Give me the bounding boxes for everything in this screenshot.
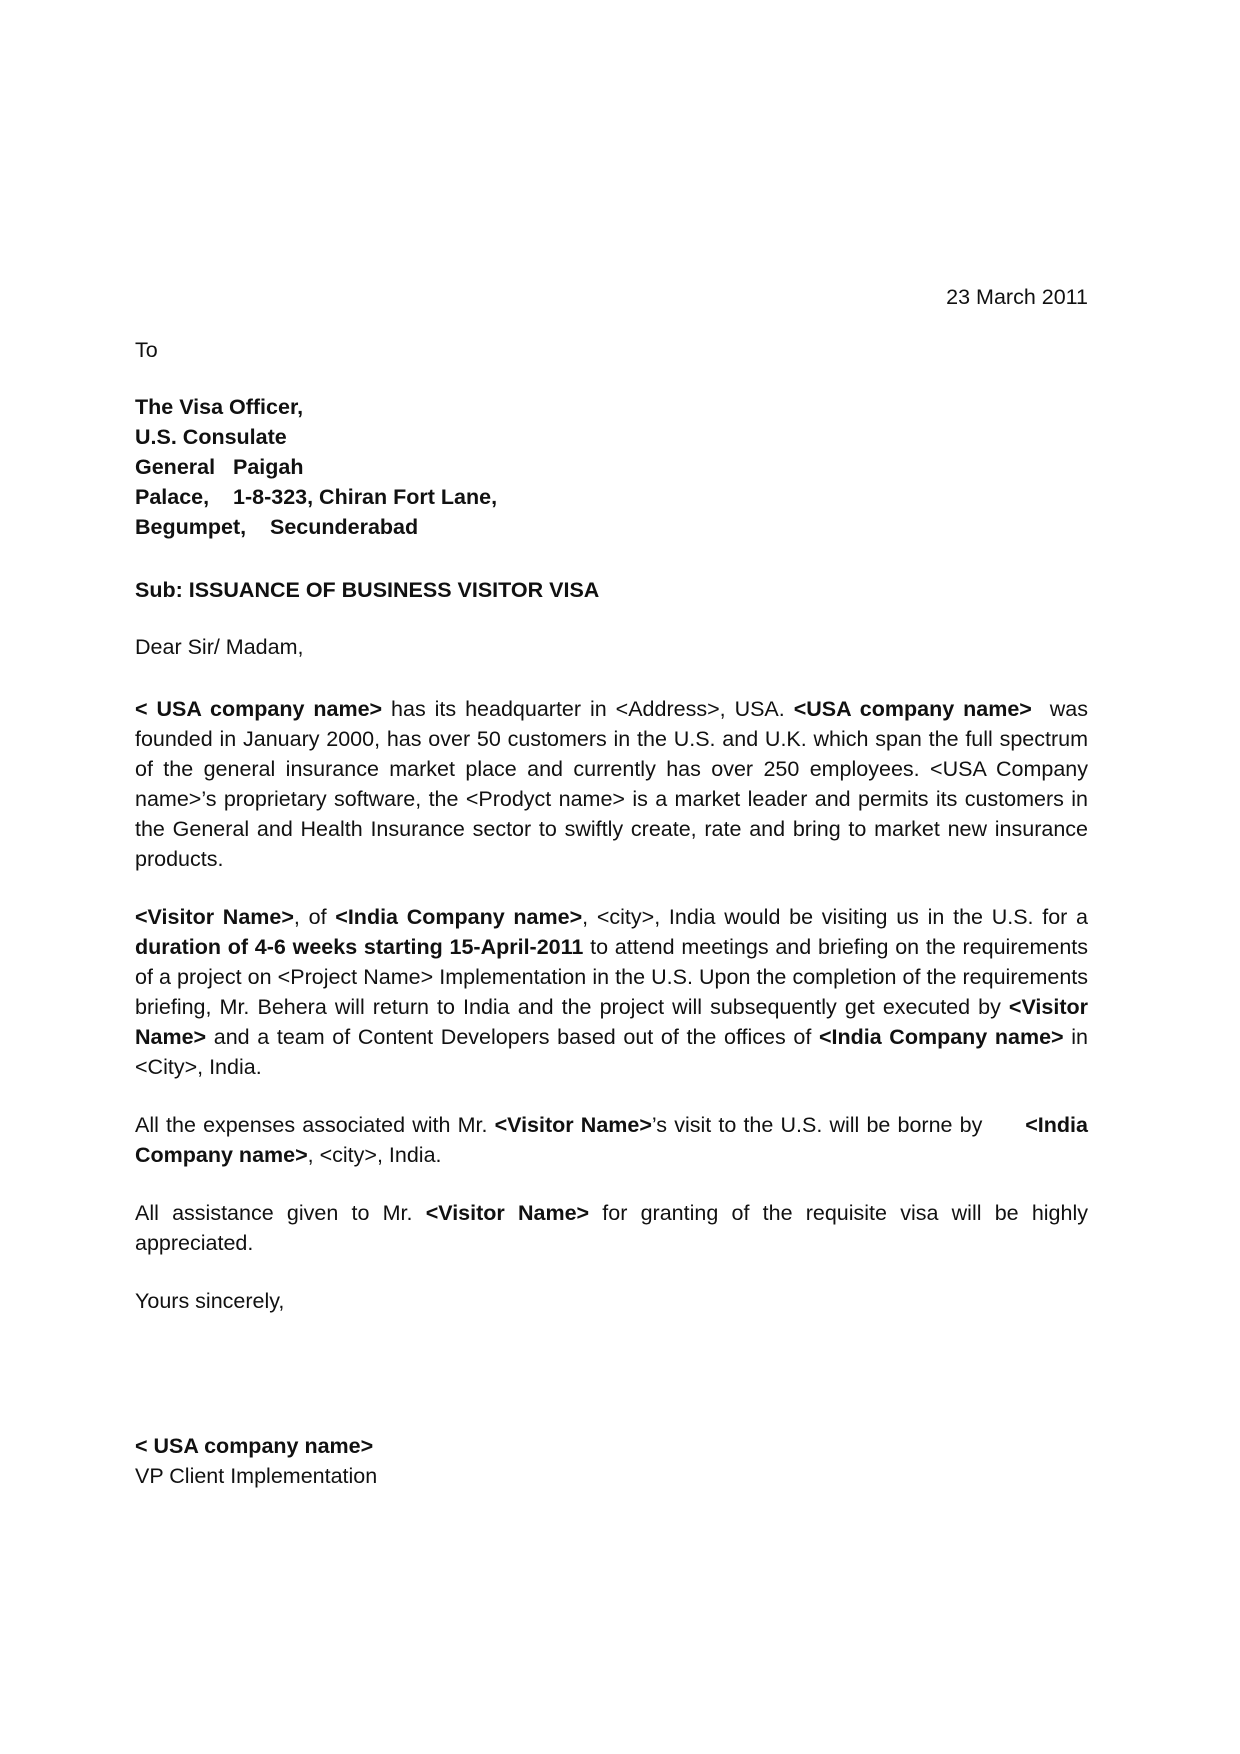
recipient-line: Begumpet, Secunderabad (135, 515, 419, 539)
placeholder-bold-text: <Visitor Name> (135, 905, 294, 929)
recipient-line: U.S. Consulate (135, 425, 287, 449)
body-text: in <City>, India. (135, 1025, 1094, 1079)
body-text: , <city>, India. (307, 1143, 442, 1167)
placeholder-bold-text: <Visitor Name> (135, 995, 1094, 1049)
recipient-address-block (135, 392, 1088, 542)
placeholder-bold-text: <India Company name> (335, 905, 583, 929)
body-text: and a team of Content Developers based out of the offices of (206, 1025, 819, 1049)
signature-title: VP Client Implementation (135, 1464, 378, 1488)
placeholder-bold-text: <India Company name> (818, 1025, 1064, 1049)
body-text: has its headquarter in <Address>, USA. (382, 697, 794, 721)
body-text: All assistance given to Mr. (135, 1201, 426, 1225)
placeholder-bold-text: < USA company name> (135, 697, 383, 721)
body-text: , <city>, India would be visiting us in the U.S. for a (582, 905, 1094, 929)
body-text: to attend meetings and briefing on the requirements of a project on <Project Name> Implementation in the U.S. Upon the completion of the requirements briefing, Mr. Behera will return to India and the project will subsequently get executed by (135, 935, 1094, 1019)
body-text: for granting of the requisite visa will be highly appreciated. (135, 1201, 1094, 1255)
body-paragraph-3 (135, 1110, 1094, 1170)
body-text: ’s visit to the U.S. will be borne by (651, 1113, 1026, 1137)
subject-line: Sub: ISSUANCE OF BUSINESS VISITOR VISA (135, 578, 600, 602)
letter-date: 23 March 2011 (946, 285, 1088, 309)
body-text: All the expenses associated with Mr. (135, 1113, 495, 1137)
body-paragraph-1 (135, 694, 1094, 874)
body-paragraph-4 (135, 1198, 1094, 1258)
to-label: To (135, 338, 158, 362)
signature-block (135, 1431, 1088, 1491)
placeholder-bold-text: duration of 4-6 weeks starting 15-April-2011 (135, 935, 584, 959)
placeholder-bold-text: <India Company name> (135, 1113, 1094, 1167)
placeholder-bold-text: <Visitor Name> (425, 1201, 590, 1225)
closing-line: Yours sincerely, (135, 1289, 285, 1313)
body-text: was founded in January 2000, has over 50 customers in the U.S. and U.K. which span the full spectrum of the general insurance market place and currently has over 250 employees. <USA Company name>’s proprietary software, the <Prodyct name> is a market leader and permits its customers in the General and Health Insurance sector to swiftly create, rate and bring to market new insurance products. (135, 697, 1094, 871)
body-text: , of (293, 905, 336, 929)
recipient-line: Palace, 1-8-323, Chiran Fort Lane, (135, 485, 498, 509)
placeholder-bold-text: <Visitor Name> (494, 1113, 652, 1137)
placeholder-bold-text: <USA company name> (793, 697, 1032, 721)
recipient-line: The Visa Officer, (135, 395, 304, 419)
recipient-line: General Paigah (135, 455, 304, 479)
signature-company-name: < USA company name> (135, 1434, 374, 1458)
body-paragraph-2 (135, 902, 1094, 1082)
greeting-line: Dear Sir/ Madam, (135, 635, 304, 659)
